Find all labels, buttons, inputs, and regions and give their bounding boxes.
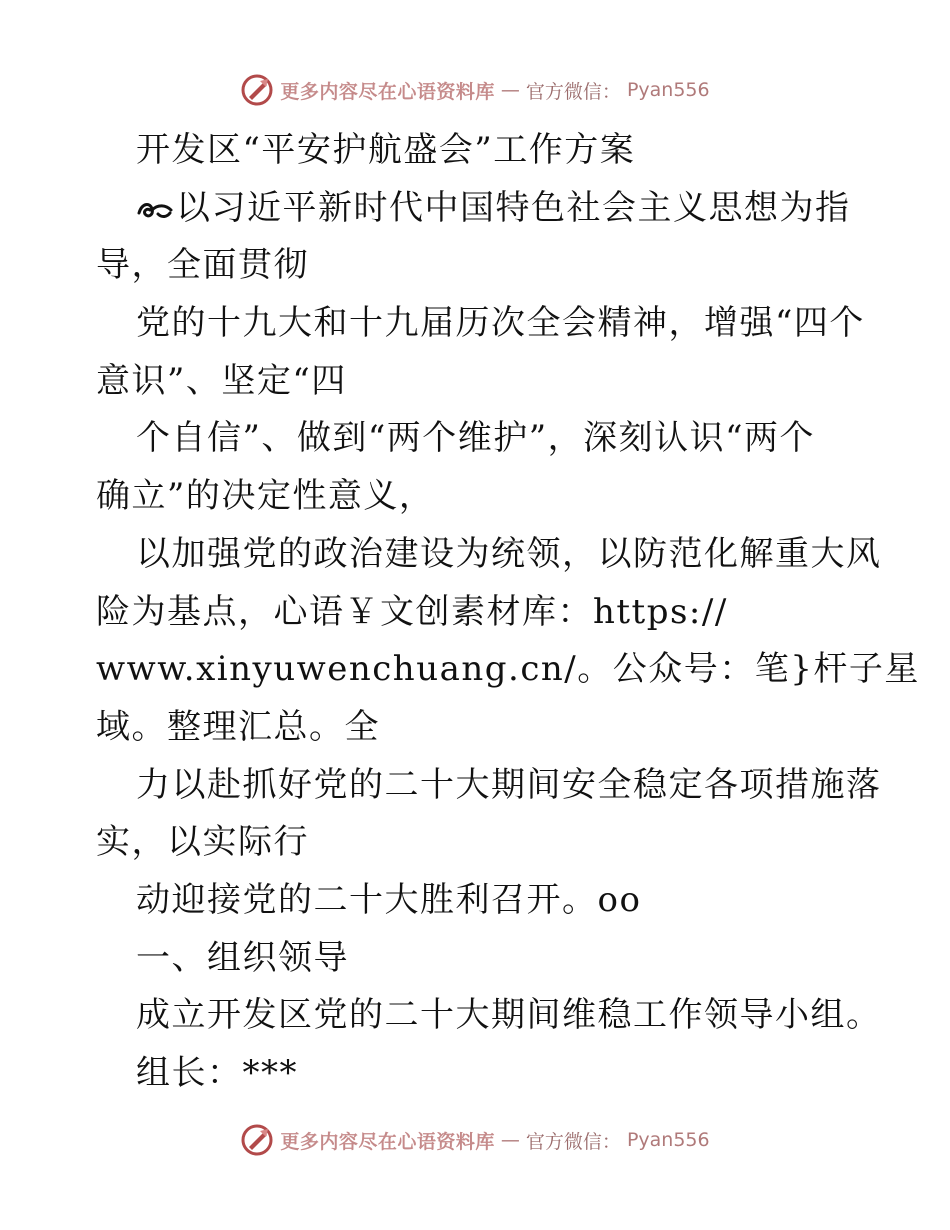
flourish-ornament-icon <box>136 198 174 222</box>
watermark-dash: — <box>500 1129 520 1151</box>
watermark-wechat-id: Pyan556 <box>626 1129 710 1151</box>
section-heading: 一、组织领导 <box>136 937 349 978</box>
watermark-banner-bottom <box>0 1120 950 1160</box>
paragraph-line: 意识”、坚定“四 <box>96 360 347 401</box>
paragraph-line: 组长：*** <box>136 1053 298 1093</box>
watermark-banner-top <box>0 70 950 110</box>
watermark-sub-text: 官方微信： <box>525 80 621 103</box>
paragraph-line <box>96 180 856 238</box>
watermark-dash: — <box>500 79 520 101</box>
paragraph-line: 险为基点，心语￥文创素材库：https:// <box>96 591 728 632</box>
quill-logo-icon <box>240 1123 274 1157</box>
paragraph-line: 成立开发区党的二十大期间维稳工作领导小组。 <box>136 995 882 1036</box>
document-title: 开发区“平安护航盛会”工作方案 <box>136 130 636 170</box>
paragraph-line: 力以赴抓好党的二十大期间安全稳定各项措施落 <box>136 764 882 805</box>
paragraph-line: 确立”的决定性意义， <box>96 476 435 517</box>
paragraph-line: 以加强党的政治建设为统领，以防范化解重大风 <box>136 533 882 574</box>
paragraph-line: 党的十九大和十九届历次全会精神，增强“四个 <box>136 303 865 344</box>
paragraph-line: 个自信”、做到“两个维护”，深刻认识“两个 <box>136 418 816 459</box>
watermark-wechat-id: Pyan556 <box>626 79 710 101</box>
paragraph-line: 实，以实际行 <box>96 822 309 863</box>
paragraph-line: 导，全面贯彻 <box>96 245 309 286</box>
quill-logo-icon <box>240 73 274 107</box>
paragraph-line: 动迎接党的二十大胜利召开。oo <box>136 879 642 920</box>
watermark-main-text: 更多内容尽在心语资料库 <box>280 1130 495 1153</box>
paragraph-text: 以习近平新时代中国特色社会主义思想为指 <box>176 187 851 228</box>
paragraph-line-url: www.xinyuwenchuang.cn/。公众号：笔}杆子星 <box>96 649 920 690</box>
watermark-main-text: 更多内容尽在心语资料库 <box>280 80 495 103</box>
document-body <box>96 122 920 1103</box>
paragraph-line: 域。整理汇总。全 <box>96 706 380 747</box>
watermark-sub-text: 官方微信： <box>525 1130 621 1153</box>
